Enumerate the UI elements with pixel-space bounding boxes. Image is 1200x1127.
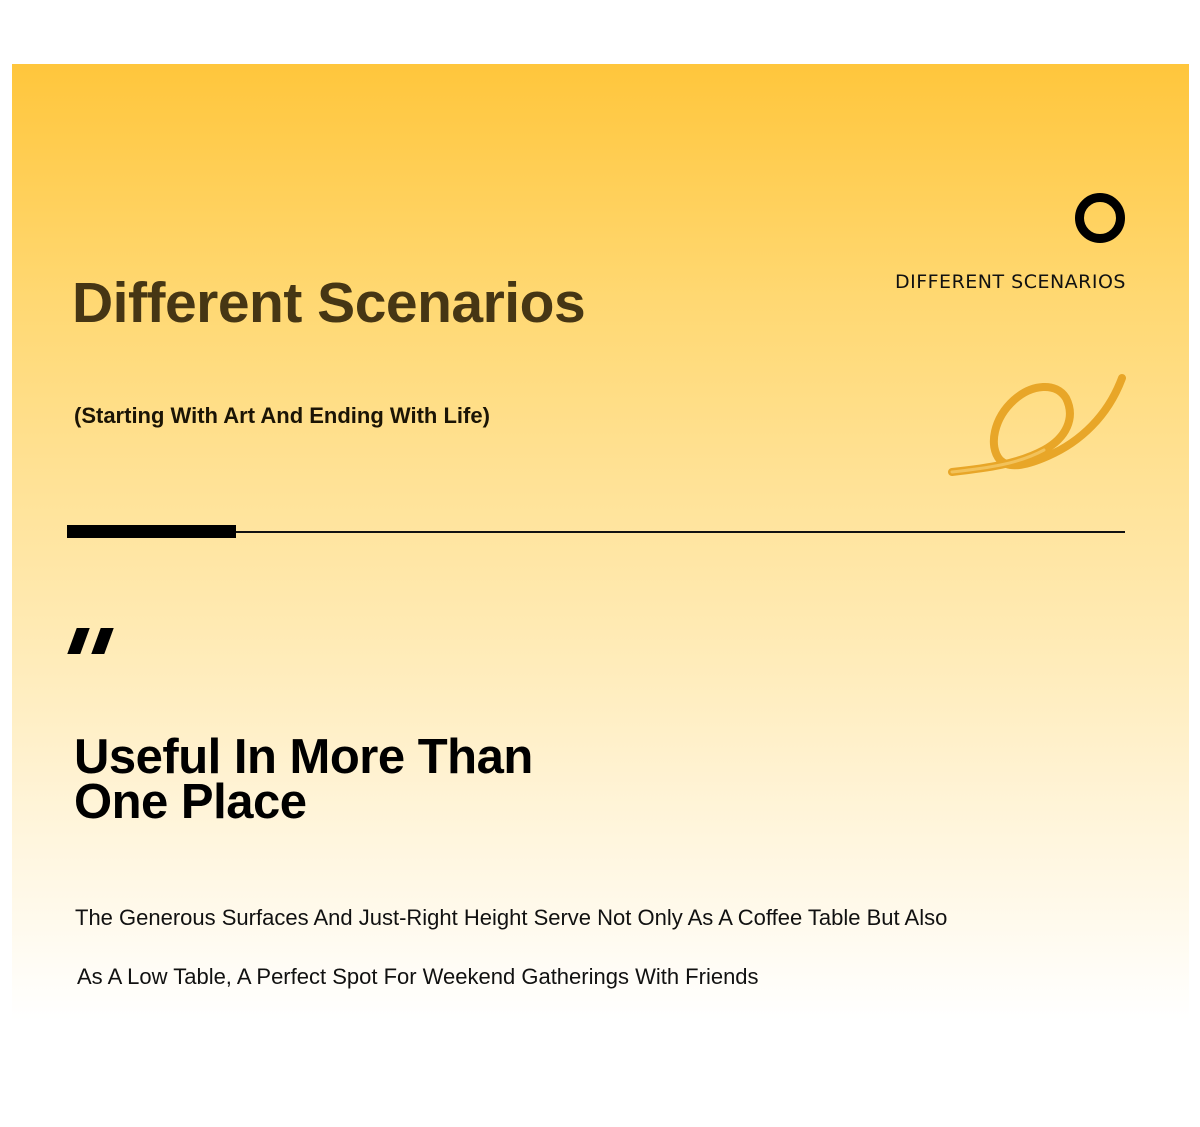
headline-line-2: One Place xyxy=(74,775,307,829)
page-title: Different Scenarios xyxy=(72,271,586,335)
headline-line-1: Useful In More Than xyxy=(74,730,533,784)
section-headline xyxy=(74,730,533,829)
body-text-line-2: As A Low Table, A Perfect Spot For Weekend Gatherings With Friends xyxy=(77,964,759,989)
page-subtitle: (Starting With Art And Ending With Life) xyxy=(74,403,490,428)
ring-icon xyxy=(1075,193,1125,243)
divider-accent xyxy=(67,525,236,538)
body-text-line-1: The Generous Surfaces And Just-Right Height Serve Not Only As A Coffee Table But Also xyxy=(75,905,948,930)
brush-swirl-icon xyxy=(948,372,1128,482)
section-eyebrow: DIFFERENT SCENARIOS xyxy=(894,271,1126,293)
quote-mark-icon xyxy=(68,628,118,654)
